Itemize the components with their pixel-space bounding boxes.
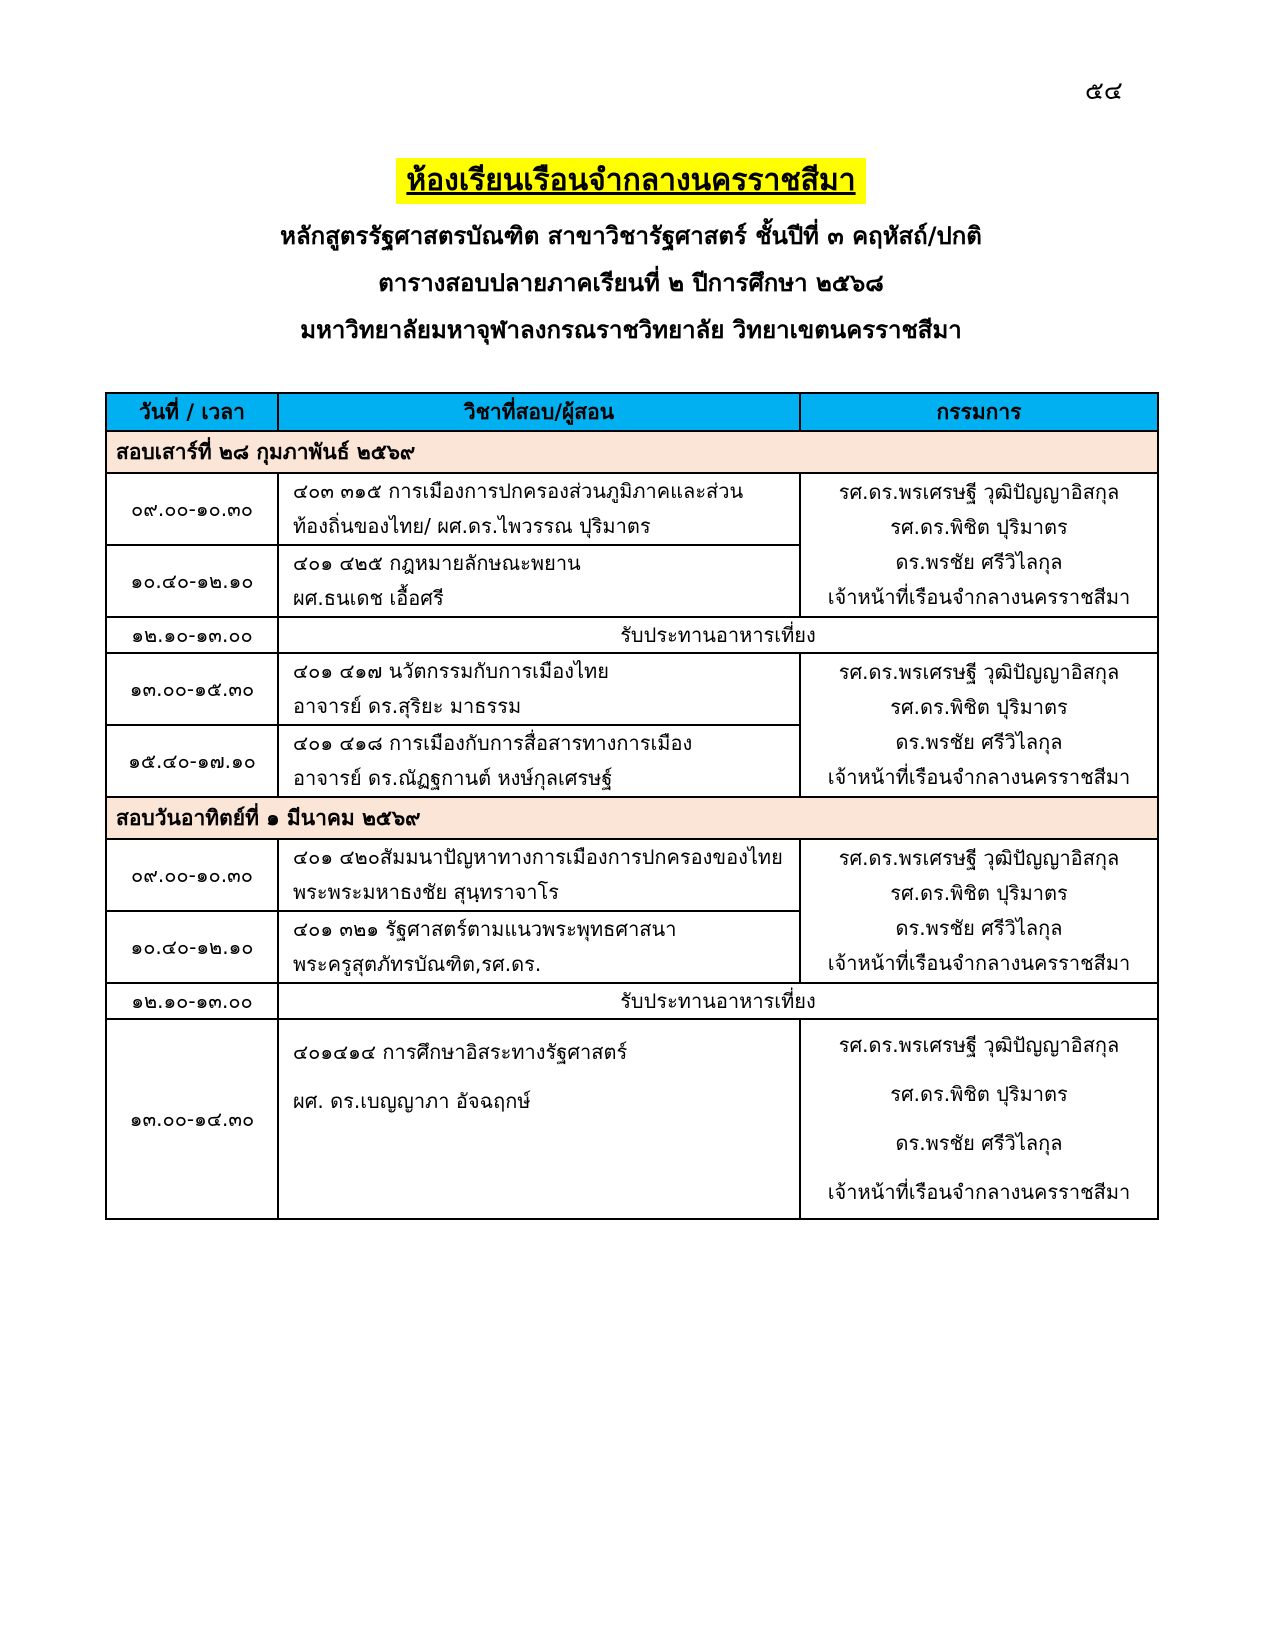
committee-member: รศ.ดร.พรเศรษฐี วุฒิปัญญาอิสกุล [838,480,1120,504]
committee-member: รศ.ดร.พิชิต ปุริมาตร [890,515,1068,539]
committee-member: รศ.ดร.พิชิต ปุริมาตร [890,881,1068,905]
committee-cell [800,473,1158,617]
subject-line: ๔๐๑ ๔๒๕ กฎหมายลักษณะพยาน [293,551,581,575]
header-line-schedule: ตารางสอบปลายภาคเรียนที่ ๒ ปีการศึกษา ๒๕๖๘ [378,269,884,297]
header-line-program: หลักสูตรรัฐศาสตรบัณฑิต สาขาวิชารัฐศาสตร์ ชั้นปีที่ ๓ คฤหัสถ์/ปกติ [280,222,982,250]
lunch-row [106,983,1158,1019]
subject-line: ๔๐๑๔๑๔ การศึกษาอิสระทางรัฐศาสตร์ [293,1040,628,1064]
committee-member: รศ.ดร.พรเศรษฐี วุฒิปัญญาอิสกุล [838,1033,1120,1057]
table-row [106,653,1158,725]
subject-line: ๔๐๑ ๔๒๐สัมมนาปัญหาทางการเมืองการปกครองของไทย [293,845,783,869]
header-line-university: มหาวิทยาลัยมหาจุฬาลงกรณราชวิทยาลัย วิทยาเขตนครราชสีมา [300,316,962,344]
subject-cell [278,653,800,725]
committee-member: ดร.พรชัย ศรีวิไลกุล [895,730,1063,754]
instructor-line: ผศ. ดร.เบญญาภา อัจฉฤกษ์ [293,1089,531,1113]
committee-member: ดร.พรชัย ศรีวิไลกุล [895,1131,1063,1155]
column-header-committee: กรรมการ [800,393,1158,431]
time-cell: ๑๓.๐๐-๑๕.๓๐ [106,653,278,725]
committee-member: เจ้าหน้าที่เรือนจำกลางนครราชสีมา [827,1180,1131,1204]
table-header-row [106,393,1158,431]
instructor-line: ผศ.ธนเดช เอื้อศรี [293,586,444,610]
document-header [105,158,1157,345]
committee-member: ดร.พรชัย ศรีวิไลกุล [895,916,1063,940]
subject-cell [278,545,800,617]
lunch-label-cell: รับประทานอาหารเที่ยง [278,617,1158,653]
section-title-sunday: สอบวันอาทิตย์ที่ ๑ มีนาคม ๒๕๖๙ [106,797,1158,839]
time-cell: ๑๒.๑๐-๑๓.๐๐ [106,983,278,1019]
lunch-label-cell: รับประทานอาหารเที่ยง [278,983,1158,1019]
section-title-saturday: สอบเสาร์ที่ ๒๘ กุมภาพันธ์ ๒๕๖๙ [106,431,1158,473]
page-number: ๕๔ [1085,76,1123,105]
committee-cell [800,1019,1158,1219]
highlighted-title: ห้องเรียนเรือนจำกลางนครราชสีมา [396,158,865,204]
subject-cell [278,473,800,545]
instructor-line: พระพระมหาธงชัย สุนฺทราจาโร [293,880,560,904]
committee-member: รศ.ดร.พิชิต ปุริมาตร [890,695,1068,719]
subject-cell [278,911,800,983]
instructor-line: ท้องถิ่นของไทย/ ผศ.ดร.ไพวรรณ ปุริมาตร [293,514,651,538]
time-cell: ๑๕.๔๐-๑๗.๑๐ [106,725,278,797]
table-row [106,1019,1158,1219]
committee-member: เจ้าหน้าที่เรือนจำกลางนครราชสีมา [827,585,1131,609]
time-cell: ๑๐.๔๐-๑๒.๑๐ [106,545,278,617]
section-header-row [106,431,1158,473]
instructor-line: อาจารย์ ดร.ณัฏฐกานต์ หงษ์กุลเศรษฐ์ [293,766,613,790]
committee-member: เจ้าหน้าที่เรือนจำกลางนครราชสีมา [827,951,1131,975]
subject-cell [278,839,800,911]
committee-cell [800,839,1158,983]
committee-member: รศ.ดร.พรเศรษฐี วุฒิปัญญาอิสกุล [838,660,1120,684]
instructor-line: พระครูสุตภัทรบัณฑิต,รศ.ดร. [293,952,542,976]
time-cell: ๑๓.๐๐-๑๔.๓๐ [106,1019,278,1219]
subject-line: ๔๐๑ ๓๒๑ รัฐศาสตร์ตามแนวพระพุทธศาสนา [293,917,677,941]
committee-cell [800,653,1158,797]
table-row [106,839,1158,911]
subject-line: ๔๐๑ ๔๑๘ การเมืองกับการสื่อสารทางการเมือง [293,731,693,755]
subject-line: ๔๐๓ ๓๑๕ การเมืองการปกครองส่วนภูมิภาคและส่วน [293,479,744,503]
time-cell: ๐๙.๐๐-๑๐.๓๐ [106,473,278,545]
time-cell: ๑๒.๑๐-๑๓.๐๐ [106,617,278,653]
committee-member: ดร.พรชัย ศรีวิไลกุล [895,550,1063,574]
exam-schedule-table [105,392,1159,1220]
column-header-date-time: วันที่ / เวลา [106,393,278,431]
committee-member: เจ้าหน้าที่เรือนจำกลางนครราชสีมา [827,765,1131,789]
committee-member: รศ.ดร.พรเศรษฐี วุฒิปัญญาอิสกุล [838,846,1120,870]
committee-member: รศ.ดร.พิชิต ปุริมาตร [890,1082,1068,1106]
column-header-subject: วิชาที่สอบ/ผู้สอน [278,393,800,431]
subject-cell [278,725,800,797]
section-header-row [106,797,1158,839]
table-row [106,473,1158,545]
subject-line: ๔๐๑ ๔๑๗ นวัตกรรมกับการเมืองไทย [293,659,609,683]
lunch-row [106,617,1158,653]
subject-cell [278,1019,800,1219]
time-cell: ๑๐.๔๐-๑๒.๑๐ [106,911,278,983]
instructor-line: อาจารย์ ดร.สุริยะ มาธรรม [293,694,522,718]
time-cell: ๐๙.๐๐-๑๐.๓๐ [106,839,278,911]
